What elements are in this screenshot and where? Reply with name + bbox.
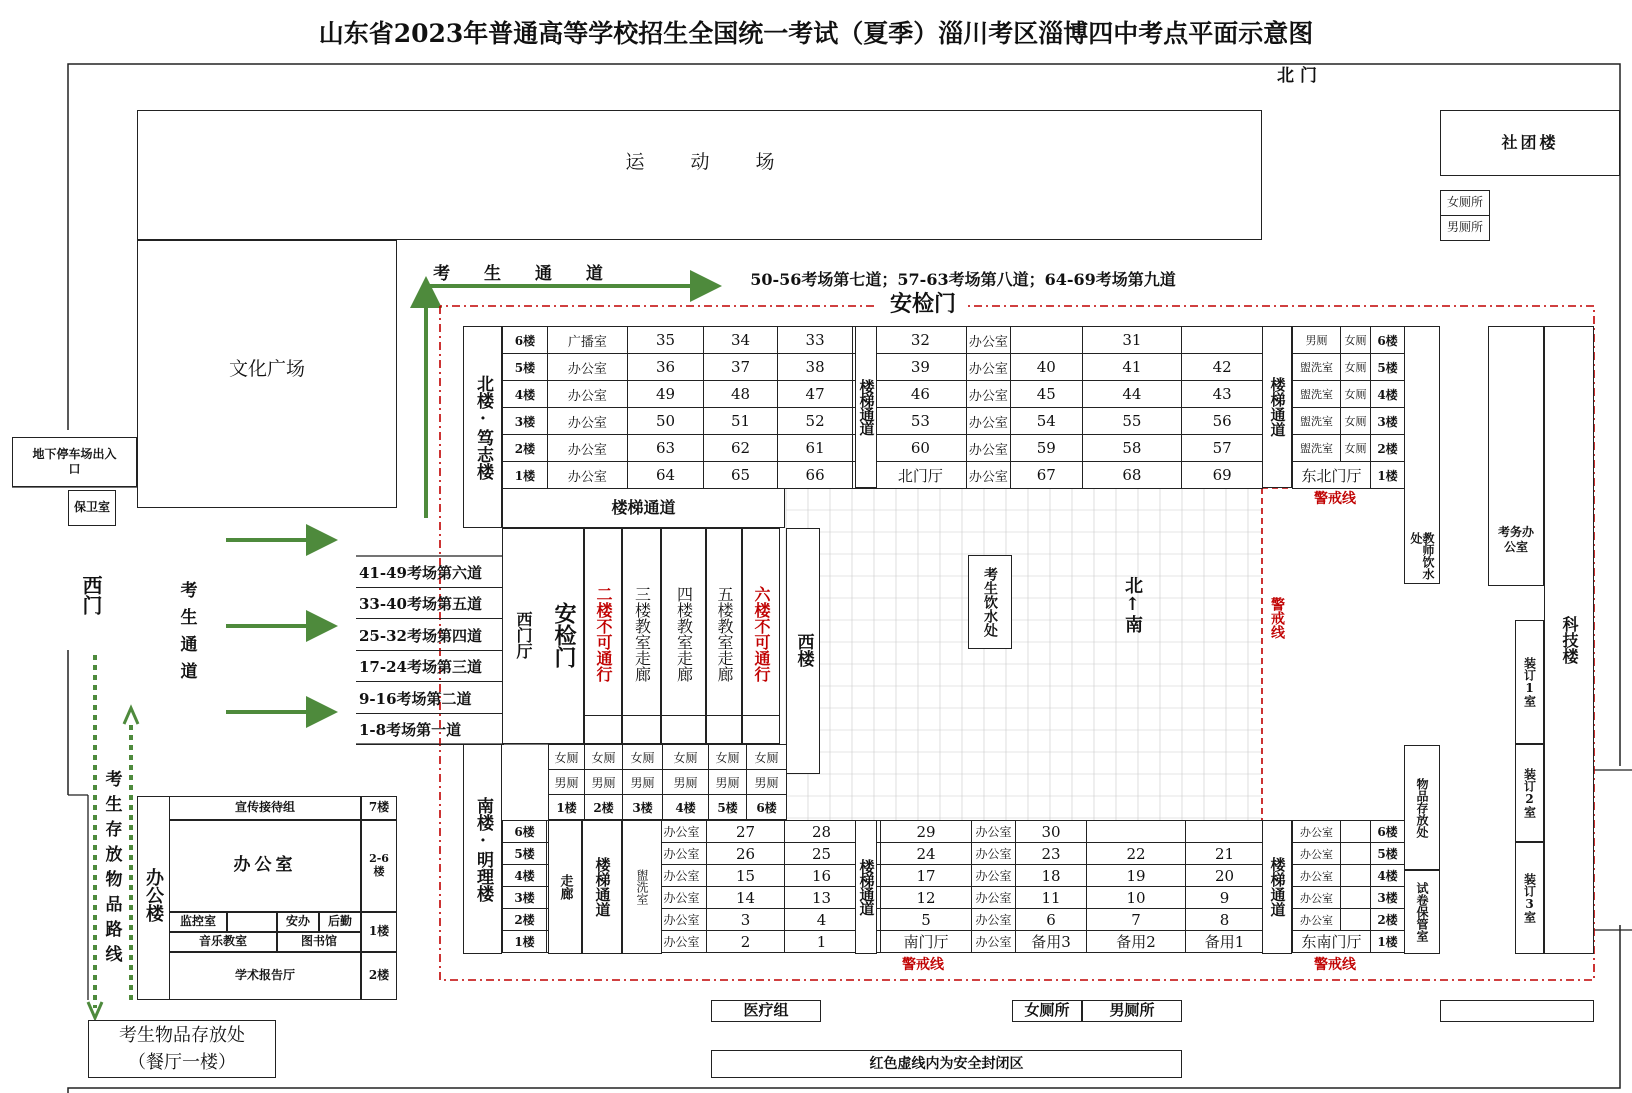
south-cell (1186, 821, 1264, 843)
north-cell: 68 (1082, 462, 1182, 489)
wc-cell: 男厕 (623, 770, 663, 795)
female-restroom-south: 女厕所 (1012, 1000, 1082, 1022)
south-cell: 办公室 (972, 931, 1016, 953)
parking-entrance: 地下停车场出入口 (12, 437, 137, 487)
north-cell: 69 (1182, 462, 1263, 489)
north-cell (1182, 327, 1263, 354)
item-storage-label: 考生物品存放处 (119, 1024, 245, 1046)
se-hall: 东南门厅 (1293, 931, 1371, 953)
page-title: 山东省2023年普通高等学校招生全国统一考试（夏季）淄川考区淄博四中考点平面示意图 (318, 18, 1314, 48)
monitor-room: 监控室 (169, 912, 227, 932)
south-cell: 7 (1087, 909, 1186, 931)
ne-floor: 6楼 (1371, 327, 1405, 354)
north-stair-passage: 楼梯通道 (855, 326, 877, 488)
se-floor: 1楼 (1371, 931, 1405, 953)
medical-group: 医疗组 (711, 1000, 821, 1022)
ne-cell: 女厕 (1341, 381, 1371, 408)
north-cell: 36 (628, 354, 704, 381)
binding-room-2: 装订2室 (1515, 744, 1544, 842)
floor-2: 2楼 (361, 952, 397, 1000)
north-cell: 4楼 (503, 381, 547, 408)
se-row (1293, 887, 1405, 909)
north-cell: 5楼 (503, 354, 547, 381)
south-cell: 南门厅 (881, 931, 972, 953)
wc-cell: 3楼 (623, 795, 663, 820)
se-floor: 6楼 (1371, 821, 1405, 843)
publicity-group: 宣传接待组 (169, 796, 361, 820)
south-cell: 13 (785, 887, 859, 909)
ne-cell: 女厕 (1341, 327, 1371, 354)
ne-floor: 4楼 (1371, 381, 1405, 408)
north-cell: 办公室 (966, 327, 1010, 354)
route-top-text: 50-56考场第七道；57-63考场第八道；64-69考场第九道 (750, 269, 1176, 289)
south-cell: 备用3 (1016, 931, 1087, 953)
corridor-label: 三楼教室走廊 (632, 586, 652, 682)
south-cell: 19 (1087, 865, 1186, 887)
se-cell (1341, 887, 1371, 909)
culture-square-label: 文化广场 (228, 358, 305, 381)
south-cell: 办公室 (657, 843, 707, 865)
female-restroom: 女厕所 (1440, 190, 1490, 216)
corridor-columns (584, 528, 786, 744)
ne-cell: 盥洗室 (1293, 408, 1341, 435)
corridor-column (584, 528, 622, 744)
ne-cell: 女厕 (1341, 435, 1371, 462)
ne-floor: 2楼 (1371, 435, 1405, 462)
ne-row (1293, 354, 1405, 381)
north-cell: 65 (703, 462, 778, 489)
south-cell: 2楼 (503, 909, 547, 931)
north-cell: 办公室 (966, 354, 1010, 381)
north-cell: 50 (628, 408, 704, 435)
north-cell: 62 (703, 435, 778, 462)
south-cell: 办公室 (657, 821, 707, 843)
north-cell: 56 (1182, 408, 1263, 435)
route-item: 9-16考场第二道 (356, 682, 504, 714)
south-stair-passage-2: 楼梯通道 (855, 820, 877, 954)
south-cell: 24 (881, 843, 972, 865)
north-cell: 58 (1082, 435, 1182, 462)
south-cell: 2 (707, 931, 785, 953)
se-floor: 3楼 (1371, 887, 1405, 909)
north-building-label: 北楼·笃志楼 (463, 326, 502, 528)
logistics-office: 后勤 (319, 912, 361, 932)
library: 图书馆 (277, 932, 361, 952)
south-cell: 5楼 (503, 843, 547, 865)
south-cell: 9 (1186, 887, 1264, 909)
wc-cell: 男厕 (709, 770, 747, 795)
north-cell: 60 (875, 435, 967, 462)
north-cell: 办公室 (547, 354, 628, 381)
south-cell: 办公室 (972, 821, 1016, 843)
corridor-column (661, 528, 706, 744)
south-cell: 26 (707, 843, 785, 865)
corridor-label: 四楼教室走廊 (674, 586, 694, 682)
south-cell: 4 (785, 909, 859, 931)
exam-office: 考务办公室 (1497, 525, 1534, 554)
north-cell: 广播室 (547, 327, 628, 354)
south-cell: 办公室 (657, 865, 707, 887)
south-cell: 30 (1016, 821, 1087, 843)
west-building-label: 西楼 (793, 633, 814, 667)
wc-cell: 女厕 (747, 745, 787, 770)
south-cell: 4楼 (503, 865, 547, 887)
item-route-down-head (88, 1002, 102, 1018)
north-gate: 北 门 (1277, 66, 1317, 87)
ne-cell: 女厕 (1341, 408, 1371, 435)
se-cell (1341, 821, 1371, 843)
north-cell (1011, 327, 1083, 354)
north-cell: 61 (778, 435, 853, 462)
se-cell (1341, 909, 1371, 931)
ne-row (1293, 381, 1405, 408)
north-cell: 42 (1182, 354, 1263, 381)
cordon-label-ne: 警戒线 (1314, 490, 1356, 507)
corridor-divider (707, 715, 741, 716)
north-cell: 45 (1011, 381, 1083, 408)
stair-passage-north: 楼梯通道 (502, 488, 785, 528)
item-route-label: 考生存放物品路线 (101, 770, 122, 970)
se-cell: 办公室 (1293, 865, 1341, 887)
south-cell: 5 (881, 909, 972, 931)
wc-cell: 男厕 (663, 770, 709, 795)
se-office-table (1292, 820, 1405, 953)
binding-room-3: 装订3室 (1515, 842, 1544, 954)
male-restroom: 男厕所 (1440, 215, 1490, 241)
blank-room (227, 912, 277, 932)
se-cell: 办公室 (1293, 821, 1341, 843)
guard-room: 保卫室 (68, 490, 116, 526)
west-gate: 西门 (79, 575, 103, 615)
ne-hall: 东北门厅 (1293, 462, 1371, 489)
south-cell: 8 (1186, 909, 1264, 931)
security-gate-top: 安检门 (878, 290, 968, 320)
floor-7: 7楼 (361, 796, 397, 820)
south-cell: 3楼 (503, 887, 547, 909)
north-cell: 办公室 (966, 381, 1010, 408)
north-cell: 40 (1011, 354, 1083, 381)
north-cell: 35 (628, 327, 704, 354)
wc-cell: 2楼 (585, 795, 623, 820)
south-cell: 10 (1087, 887, 1186, 909)
security-office: 安办 (277, 912, 319, 932)
paper-storage-room: 试卷保管室 (1404, 870, 1440, 954)
north-cell: 2楼 (503, 435, 547, 462)
corridor-label: 二楼不可通行 (594, 586, 613, 682)
binding-room-1: 装订1室 (1515, 620, 1544, 744)
ne-cell: 盥洗室 (1293, 354, 1341, 381)
south-cell: 17 (881, 865, 972, 887)
north-cell: 33 (778, 327, 853, 354)
ne-cell: 女厕 (1341, 354, 1371, 381)
south-cell: 14 (707, 887, 785, 909)
south-cell: 1楼 (503, 931, 547, 953)
south-cell: 办公室 (657, 909, 707, 931)
se-floor: 5楼 (1371, 843, 1405, 865)
north-cell: 55 (1082, 408, 1182, 435)
wc-cell: 女厕 (623, 745, 663, 770)
south-cell: 16 (785, 865, 859, 887)
north-cell: 办公室 (966, 462, 1010, 489)
south-cell: 备用2 (1087, 931, 1186, 953)
north-cell: 59 (1011, 435, 1083, 462)
north-cell: 43 (1182, 381, 1263, 408)
wc-cell: 男厕 (549, 770, 585, 795)
corridor-label: 五楼教室走廊 (715, 586, 734, 682)
wc-cell: 男厕 (747, 770, 787, 795)
corridor-divider (623, 715, 660, 716)
south-cell: 15 (707, 865, 785, 887)
north-cell: 49 (628, 381, 704, 408)
item-storage-room: 物品存放处 (1404, 745, 1440, 870)
wc-cell: 5楼 (709, 795, 747, 820)
north-cell: 57 (1182, 435, 1263, 462)
wc-cell: 女厕 (709, 745, 747, 770)
ne-floor: 1楼 (1371, 462, 1405, 489)
wc-row (549, 745, 787, 770)
south-cell: 办公室 (972, 887, 1016, 909)
se-cell (1341, 865, 1371, 887)
north-cell: 46 (875, 381, 967, 408)
north-south-indicator: 北↑南 (1122, 575, 1143, 633)
corridor-divider (662, 715, 705, 716)
corridor-column (706, 528, 742, 744)
sports-field-label: 运 动 场 (625, 151, 795, 174)
ne-floor: 5楼 (1371, 354, 1405, 381)
se-row (1293, 843, 1405, 865)
wc-cell: 女厕 (663, 745, 709, 770)
se-cell: 办公室 (1293, 843, 1341, 865)
se-cell (1341, 843, 1371, 865)
cordon-label-s: 警戒线 (902, 956, 944, 973)
club-building-label: 社团楼 (1501, 132, 1559, 152)
north-cell: 39 (875, 354, 967, 381)
wc-row (549, 770, 787, 795)
wc-cell: 女厕 (549, 745, 585, 770)
south-cell: 11 (1016, 887, 1087, 909)
tech-building: 科技楼 (1560, 616, 1579, 664)
north-cell: 44 (1082, 381, 1182, 408)
south-cell: 办公室 (657, 887, 707, 909)
se-row (1293, 865, 1405, 887)
north-cell: 47 (778, 381, 853, 408)
floor-2-6: 2-6楼 (361, 820, 397, 912)
south-cell: 办公室 (972, 843, 1016, 865)
corridor-column (622, 528, 661, 744)
floor-1: 1楼 (361, 912, 397, 952)
wc-cell: 1楼 (549, 795, 585, 820)
south-cell: 办公室 (657, 931, 707, 953)
ne-wc-table (1292, 326, 1405, 489)
south-cell: 28 (785, 821, 859, 843)
se-stair-passage: 楼梯通道 (1262, 820, 1292, 954)
south-cell: 29 (881, 821, 972, 843)
north-cell: 办公室 (966, 435, 1010, 462)
wc-cell: 6楼 (747, 795, 787, 820)
se-cell: 办公室 (1293, 909, 1341, 931)
south-cell: 27 (707, 821, 785, 843)
corridor-divider (585, 715, 621, 716)
south-cell: 20 (1186, 865, 1264, 887)
blank-facility (1440, 1000, 1594, 1022)
corridor-divider (743, 715, 779, 716)
south-cell: 25 (785, 843, 859, 865)
north-cell: 32 (875, 327, 967, 354)
wc-cell: 女厕 (585, 745, 623, 770)
route-item: 17-24考场第三道 (356, 651, 504, 683)
north-cell: 63 (628, 435, 704, 462)
north-cell: 37 (703, 354, 778, 381)
north-cell: 6楼 (503, 327, 547, 354)
north-cell: 办公室 (547, 408, 628, 435)
route-item: 25-32考场第四道 (356, 619, 504, 651)
north-cell: 31 (1082, 327, 1182, 354)
south-washroom: 盥洗室 (622, 820, 662, 954)
ne-floor: 3楼 (1371, 408, 1405, 435)
route-list (356, 556, 504, 746)
se-floor: 2楼 (1371, 909, 1405, 931)
south-stair-passage: 楼梯通道 (582, 820, 622, 954)
north-cell: 41 (1082, 354, 1182, 381)
north-cell: 54 (1011, 408, 1083, 435)
south-corridor: 走廊 (548, 820, 582, 954)
corridor-label: 六楼不可通行 (752, 586, 771, 682)
south-cell: 22 (1087, 843, 1186, 865)
ne-row (1293, 435, 1405, 462)
north-cell: 52 (778, 408, 853, 435)
se-floor: 4楼 (1371, 865, 1405, 887)
north-cell: 办公室 (547, 462, 628, 489)
north-cell: 北门厅 (875, 462, 967, 489)
exam-channel-top: 考 生 通 道 (433, 264, 617, 285)
route-item: 1-8考场第一道 (356, 714, 504, 746)
south-cell: 6 (1016, 909, 1087, 931)
music-room: 音乐教室 (169, 932, 277, 952)
north-cell: 办公室 (547, 435, 628, 462)
north-cell: 34 (703, 327, 778, 354)
se-row (1293, 909, 1405, 931)
se-row (1293, 931, 1405, 953)
exam-channel-west: 考生通道 (176, 581, 197, 689)
office-building-label: 办公楼 (143, 868, 164, 922)
south-cell: 23 (1016, 843, 1087, 865)
item-storage-sub: （餐厅一楼） (128, 1051, 236, 1073)
cordon-label-se: 警戒线 (1314, 956, 1356, 973)
cordon-label-e: 警戒线 (1269, 597, 1285, 639)
south-building-label: 南楼·明理楼 (463, 744, 502, 954)
north-cell: 64 (628, 462, 704, 489)
ne-row (1293, 327, 1405, 354)
lecture-hall: 学术报告厅 (169, 952, 361, 1000)
south-cell: 办公室 (972, 865, 1016, 887)
male-restroom-south: 男厕所 (1082, 1000, 1182, 1022)
south-cell: 备用1 (1186, 931, 1264, 953)
north-cell: 办公室 (966, 408, 1010, 435)
security-gate-west: 安检门 (551, 602, 577, 668)
north-cell: 1楼 (503, 462, 547, 489)
south-cell: 1 (785, 931, 859, 953)
north-cell: 办公室 (547, 381, 628, 408)
north-cell: 3楼 (503, 408, 547, 435)
corridor-column (742, 528, 780, 744)
ne-cell: 盥洗室 (1293, 381, 1341, 408)
teacher-water: 教师饮水处 (1409, 532, 1435, 580)
south-cell: 办公室 (972, 909, 1016, 931)
north-cell: 67 (1011, 462, 1083, 489)
wc-row (549, 795, 787, 820)
route-item: 33-40考场第五道 (356, 588, 504, 620)
wc-row-table (548, 744, 787, 820)
se-cell: 办公室 (1293, 887, 1341, 909)
wc-cell: 男厕 (585, 770, 623, 795)
ne-cell: 男厕 (1293, 327, 1341, 354)
north-cell: 53 (875, 408, 967, 435)
wc-cell: 4楼 (663, 795, 709, 820)
south-cell: 12 (881, 887, 972, 909)
item-route-up-head (124, 708, 138, 724)
south-cell: 21 (1186, 843, 1264, 865)
route-item: 41-49考场第六道 (356, 556, 504, 588)
north-cell: 66 (778, 462, 853, 489)
ne-stair-passage: 楼梯通道 (1262, 326, 1292, 488)
se-row (1293, 821, 1405, 843)
ne-row (1293, 462, 1405, 489)
north-cell: 51 (703, 408, 778, 435)
legend-note: 红色虚线内为安全封闭区 (711, 1050, 1182, 1078)
ne-cell: 盥洗室 (1293, 435, 1341, 462)
south-cell: 6楼 (503, 821, 547, 843)
student-water-point: 考生饮水处 (968, 555, 1012, 649)
ne-row (1293, 408, 1405, 435)
west-hall: 西门厅 (514, 611, 533, 659)
office-room: 办公室 (169, 820, 361, 912)
south-cell: 3 (707, 909, 785, 931)
north-cell: 38 (778, 354, 853, 381)
south-cell (1087, 821, 1186, 843)
south-cell: 18 (1016, 865, 1087, 887)
north-cell: 48 (703, 381, 778, 408)
